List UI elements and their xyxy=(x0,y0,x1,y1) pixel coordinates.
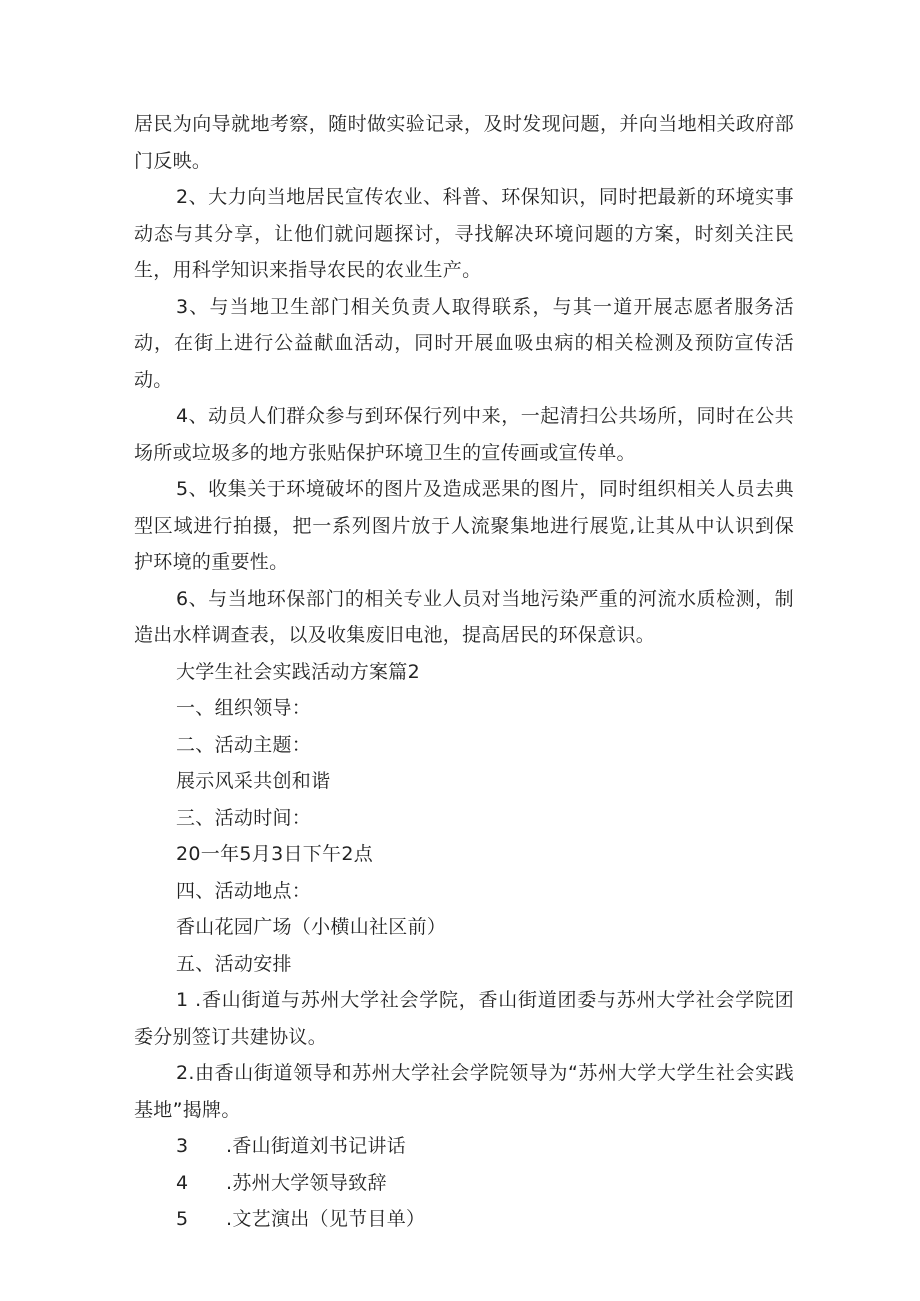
paragraph: 20一年5月3日下午2点 xyxy=(176,843,374,865)
list-item-number: 4 xyxy=(176,1171,189,1194)
paragraph: 4、动员人们群众参与到环保行列中来，一起清扫公共场所，同时在公共场所或垃圾多的地方张贴保护环境卫生的宣传画或宣传单。 xyxy=(134,405,794,464)
subheading: 三、活动时间： xyxy=(176,806,312,829)
paragraph: 3、与当地卫生部门相关负责人取得联系，与其一道开展志愿者服务活动，在街上进行公益献血活动，同时开展血吸虫病的相关检测及预防宣传活动。 xyxy=(134,295,794,391)
paragraph: 居民为向导就地考察，随时做实验记录，及时发现问题，并向当地相关政府部门反映。 xyxy=(134,113,794,172)
list-item xyxy=(134,1201,794,1238)
paragraph: 2.由香山街道领导和苏州大学社会学院领导为“苏州大学大学生社会实践基地”揭牌。 xyxy=(134,1062,794,1121)
list-item-text: .香山街道刘书记讲话 xyxy=(226,1135,407,1157)
list-item xyxy=(134,1128,794,1165)
paragraph: 5、收集关于环境破坏的图片及造成恶果的图片，同时组织相关人员去典型区域进行拍摄，把一系列图片放于人流聚集地进行展览,让其从中认识到保护环境的重要性。 xyxy=(134,478,794,573)
subheading: 一、组织领导： xyxy=(176,697,312,719)
list-item-text: .苏州大学领导致辞 xyxy=(226,1171,387,1194)
document-body xyxy=(134,106,794,1238)
section-heading: 大学生社会实践活动方案篇2 xyxy=(176,660,420,683)
paragraph: 1 .香山街道与苏州大学社会学院，香山街道团委与苏州大学社会学院团委分别签订共建协议。 xyxy=(134,989,794,1048)
subheading: 五、活动安排 xyxy=(176,952,292,975)
list-item-number: 5 xyxy=(176,1208,189,1230)
list-item-text: .文艺演出（见节目单） xyxy=(226,1208,426,1230)
list-item xyxy=(134,1165,794,1202)
list-item-number: 3 xyxy=(176,1135,189,1157)
subheading: 二、活动主题： xyxy=(176,733,312,756)
paragraph: 6、与当地环保部门的相关专业人员对当地污染严重的河流水质检测，制造出水样调查表，以及收集废旧电池，提高居民的环保意识。 xyxy=(134,587,794,646)
paragraph: 香山花园广场（小横山社区前） xyxy=(176,916,447,938)
paragraph: 展示风采共创和谐 xyxy=(176,770,331,792)
paragraph: 2、大力向当地居民宣传农业、科普、环保知识，同时把最新的环境实事动态与其分享，让他们就问题探讨，寻找解决环境问题的方案，时刻关注民生，用科学知识来指导农民的农业生产。 xyxy=(134,186,794,281)
subheading: 四、活动地点： xyxy=(176,879,312,902)
